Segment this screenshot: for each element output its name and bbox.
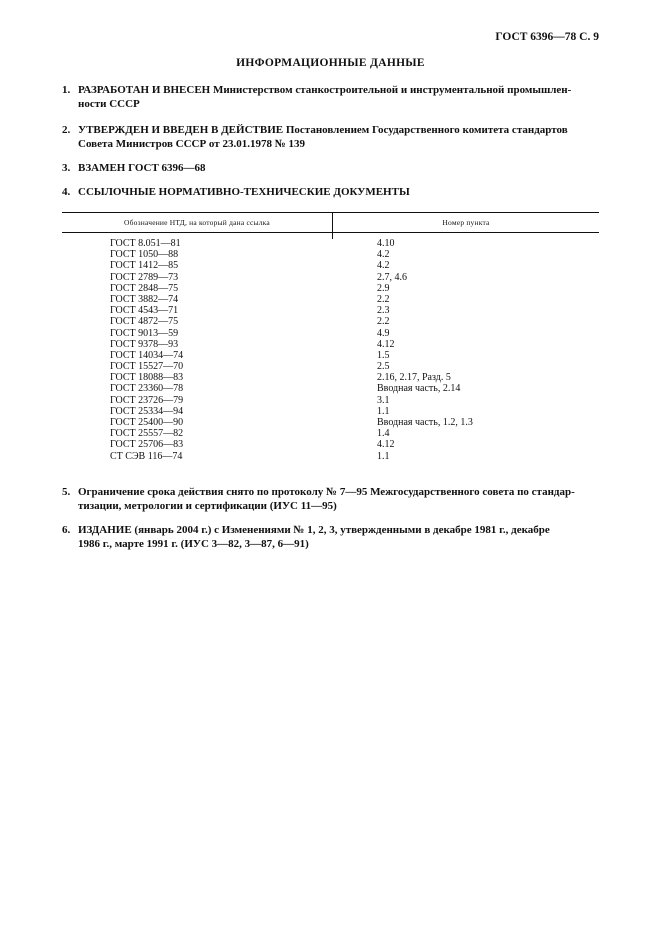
item-text-line: ССЫЛОЧНЫЕ НОРМАТИВНО-ТЕХНИЧЕСКИЕ ДОКУМЕНТЫ [78, 186, 410, 198]
cell-point: 2.2 [377, 293, 390, 305]
item-number: 6. [62, 524, 71, 536]
table-row [62, 328, 599, 339]
cell-point: 4.10 [377, 238, 395, 249]
cell-document: ГОСТ 9378—93 [110, 338, 179, 350]
table-row [62, 339, 599, 350]
table-row [62, 417, 599, 428]
table-row [62, 272, 599, 283]
cell-document: ГОСТ 23726—79 [110, 394, 184, 406]
cell-document: ГОСТ 8.051—81 [110, 238, 181, 249]
cell-document: ГОСТ 4872—75 [110, 316, 179, 328]
cell-document: ГОСТ 1050—88 [110, 249, 179, 261]
cell-point: 2.3 [377, 305, 390, 317]
reference-documents-table [62, 212, 599, 461]
table-rows [62, 233, 599, 462]
info-item-references [62, 186, 599, 200]
cell-document: ГОСТ 1412—85 [110, 260, 179, 272]
item-number: 2. [62, 124, 71, 136]
table-row [62, 406, 599, 417]
cell-document: ГОСТ 25400—90 [110, 417, 184, 428]
table-row [62, 428, 599, 439]
cell-document: ГОСТ 14034—74 [110, 349, 184, 361]
table-row [62, 305, 599, 316]
item-text-continuation: Совета Министров СССР от 23.01.1978 № 139 [78, 137, 305, 150]
cell-document: ГОСТ 25706—83 [110, 439, 184, 451]
table-row [62, 260, 599, 271]
table-row [62, 350, 599, 361]
table-body [62, 233, 599, 461]
item-text-line: ВЗАМЕН ГОСТ 6396—68 [78, 162, 206, 174]
column-header-document: Обозначение НТД, на который дана ссылка [62, 213, 333, 232]
table-row [62, 294, 599, 305]
table-row [62, 249, 599, 260]
cell-point: 4.12 [377, 338, 395, 350]
table-row [62, 316, 599, 327]
cell-document: ГОСТ 15527—70 [110, 361, 184, 373]
info-item-validity [62, 486, 599, 513]
cell-document: СТ СЭВ 116—74 [110, 450, 183, 462]
cell-point: 2.7, 4.6 [377, 271, 407, 283]
info-item-edition [62, 524, 599, 551]
table-row [62, 451, 599, 462]
cell-document: ГОСТ 4543—71 [110, 305, 179, 317]
table-row [62, 383, 599, 394]
cell-point: 1.4 [377, 428, 390, 440]
item-text-line: УТВЕРЖДЕН И ВВЕДЕН В ДЕЙСТВИЕ Постановлением Государственного комитета стандартов [78, 124, 568, 136]
cell-point: 2.9 [377, 282, 390, 294]
page-header-code: ГОСТ 6396—78 С. 9 [495, 31, 599, 43]
cell-document: ГОСТ 9013—59 [110, 327, 179, 339]
document-title: ИНФОРМАЦИОННЫЕ ДАННЫЕ [236, 57, 425, 69]
cell-document: ГОСТ 25557—82 [110, 428, 184, 440]
item-text-line: Ограничение срока действия снято по протоколу № 7—95 Межгосударственного совета по стандар- [78, 486, 575, 498]
item-number: 1. [62, 84, 71, 96]
item-text-continuation: тизации, метрологии и сертификации (ИУС 11—95) [78, 499, 337, 512]
item-text-line: РАЗРАБОТАН И ВНЕСЕН Министерством станкостроительной и инструментальной промышлен- [78, 84, 572, 96]
column-divider [332, 233, 333, 239]
cell-point: 4.9 [377, 327, 390, 339]
info-item-developed [62, 84, 599, 111]
item-number: 3. [62, 162, 71, 174]
cell-point: 1.1 [377, 450, 390, 462]
cell-document: ГОСТ 3882—74 [110, 293, 179, 305]
cell-point: 4.2 [377, 249, 390, 261]
item-text-continuation: 1986 г., марте 1991 г. (ИУС 3—82, 3—87, 6—91) [78, 537, 309, 550]
table-row [62, 372, 599, 383]
table-row [62, 238, 599, 249]
cell-document: ГОСТ 2848—75 [110, 282, 179, 294]
item-number: 5. [62, 486, 71, 498]
cell-point: 2.16, 2.17, Разд. 5 [377, 372, 451, 384]
cell-point: 2.5 [377, 361, 390, 373]
cell-document: ГОСТ 23360—78 [110, 383, 184, 395]
item-text-continuation: ности СССР [78, 97, 140, 110]
item-text-line: ИЗДАНИЕ (январь 2004 г.) с Изменениями № 1, 2, 3, утвержденными в декабре 1981 г., декабре [78, 524, 550, 536]
item-number: 4. [62, 186, 71, 198]
cell-document: ГОСТ 2789—73 [110, 271, 179, 283]
table-row [62, 361, 599, 372]
cell-point: 2.2 [377, 316, 390, 328]
cell-point: 1.5 [377, 349, 390, 361]
column-header-point: Номер пункта [442, 218, 490, 227]
table-row [62, 439, 599, 450]
info-item-replaces [62, 162, 599, 176]
cell-point: 4.12 [377, 439, 395, 451]
info-item-approved [62, 124, 599, 151]
cell-document: ГОСТ 18088—83 [110, 372, 184, 384]
table-header [62, 213, 599, 233]
cell-point: Вводная часть, 1.2, 1.3 [377, 417, 473, 428]
table-row [62, 283, 599, 294]
cell-point: 1.1 [377, 405, 390, 417]
cell-point: 4.2 [377, 260, 390, 272]
cell-point: 3.1 [377, 394, 390, 406]
cell-document: ГОСТ 25334—94 [110, 405, 184, 417]
table-row [62, 395, 599, 406]
cell-point: Вводная часть, 2.14 [377, 383, 461, 395]
